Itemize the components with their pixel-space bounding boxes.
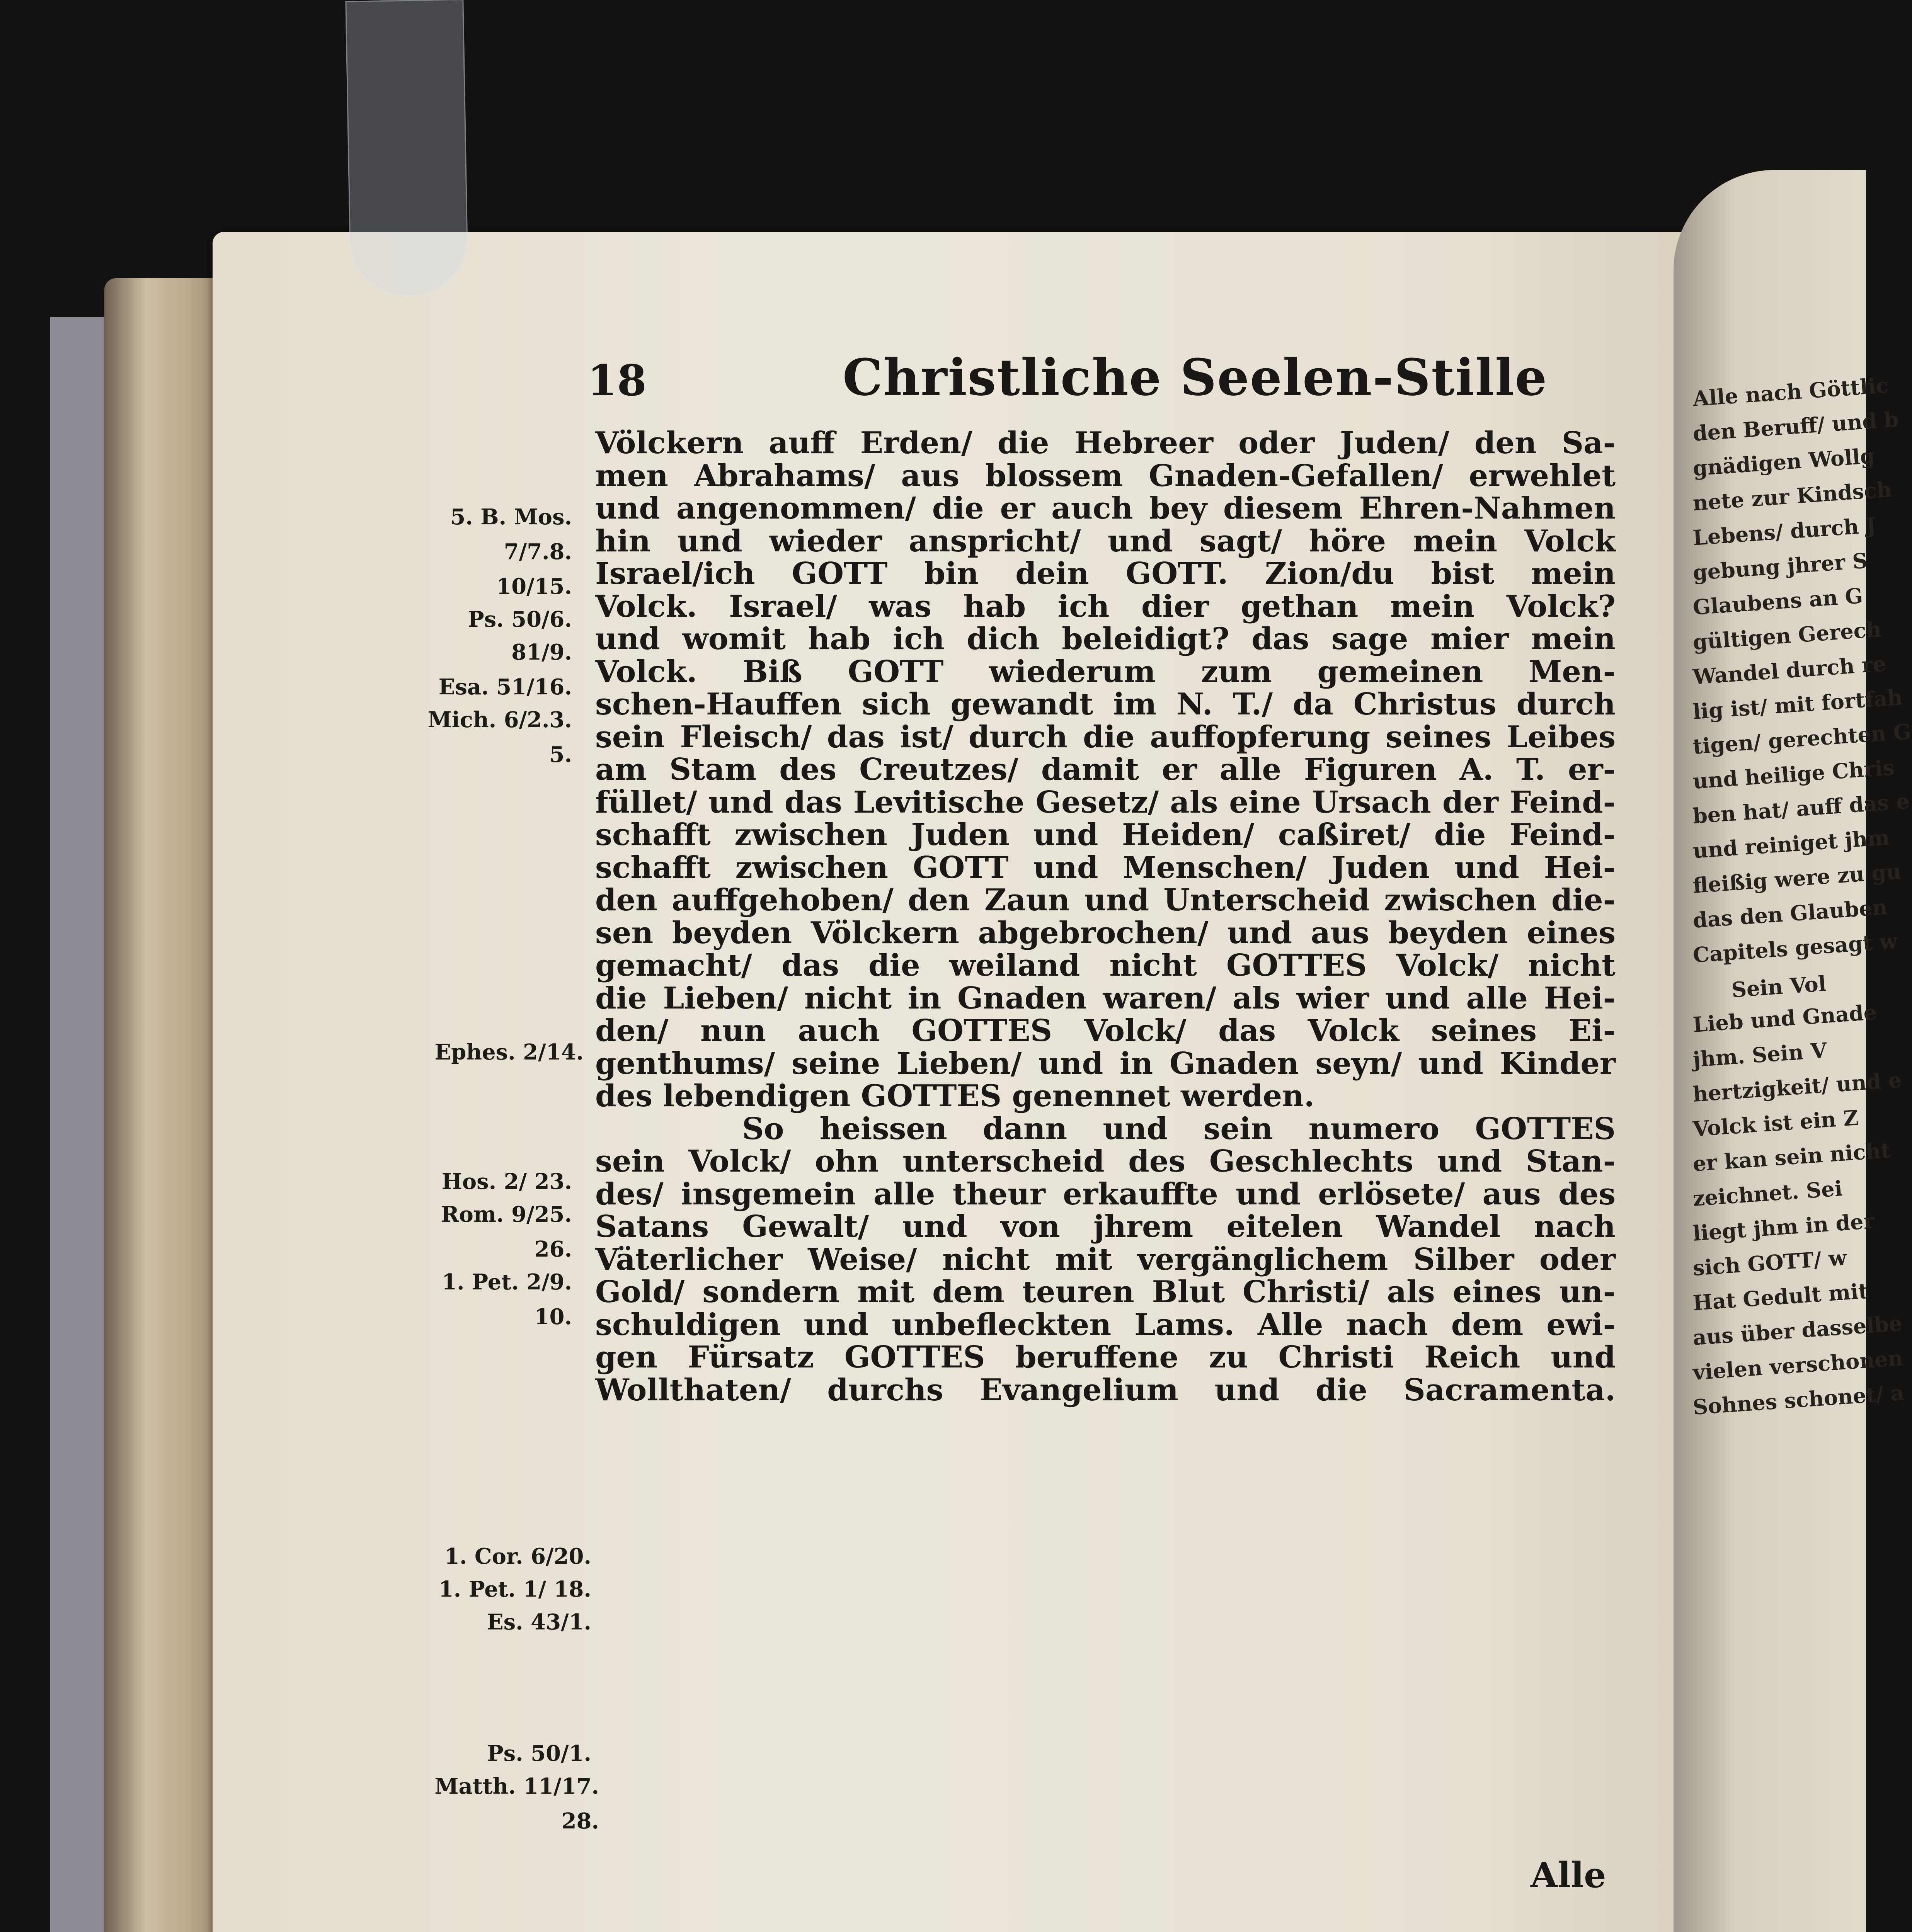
text-line: und womit hab ich dich beleidigt? das sage mier mein [595, 621, 1616, 656]
main-text-block [595, 427, 1616, 1406]
facing-page-line: vielen verschonen [1692, 1345, 1904, 1385]
margin-note: Ephes. 2/14. [434, 1039, 584, 1065]
text-line: des/ insgemein alle theur erkauffte und erlösete/ aus des [595, 1176, 1616, 1212]
margin-note: Matth. 11/17. [434, 1774, 599, 1799]
page-clip-top [345, 0, 468, 297]
text-line: hin und wieder anspricht/ und sagt/ höre mein Volck [595, 523, 1616, 559]
facing-page-line: lig ist/ mit fortfah [1692, 685, 1903, 724]
text-line: schafft zwischen Juden und Heiden/ caßiret/ die Feind- [595, 817, 1616, 852]
running-head: Christliche Seelen-Stille [843, 348, 1548, 407]
facing-page-line: den Beruff/ und b [1692, 406, 1900, 446]
facing-page-line: Hat Gedult mit [1692, 1278, 1869, 1315]
margin-note: 5. [549, 742, 572, 767]
text-line: Gold/ sondern mit dem teuren Blut Christi/ als eines un- [595, 1274, 1616, 1310]
text-line: den auffgehoben/ den Zaun und Unterscheid zwischen die- [595, 883, 1616, 918]
facing-page-line: das den Glauben [1692, 894, 1888, 933]
margin-note: Esa. 51/16. [438, 674, 572, 700]
margin-note: Hos. 2/ 23. [441, 1169, 572, 1194]
facing-page-line: er kan sein nicht [1692, 1138, 1892, 1176]
margin-note: 26. [534, 1236, 572, 1262]
facing-page-line: Wandel durch re [1692, 651, 1887, 689]
facing-page-line: Glaubens an G [1692, 583, 1864, 620]
facing-page-line: fleißig were zu gu [1692, 859, 1902, 898]
text-line: sen beyden Völckern abgebrochen/ und aus beyden eines [595, 915, 1616, 951]
text-line: gen Fürsatz GOTTES beruffene zu Christi Reich und [595, 1340, 1616, 1375]
text-line: schuldigen und unbefleckten Lams. Alle nach dem ewi- [595, 1307, 1616, 1342]
facing-page-line: nete zur Kindsch [1692, 477, 1893, 515]
text-line: gemacht/ das die weiland nicht GOTTES Volck/ nicht [595, 948, 1616, 983]
facing-page-line: Sohnes schonet/ a [1692, 1380, 1905, 1420]
facing-page-line: zeichnet. Sei [1692, 1176, 1843, 1211]
text-line: sein Fleisch/ das ist/ durch die auffopferung seines Leibes [595, 719, 1616, 755]
page-header [587, 348, 1631, 413]
facing-page-line: sich GOTT/ w [1692, 1245, 1847, 1281]
margin-note: 10/15. [496, 574, 572, 599]
text-line: Väterlicher Weise/ nicht mit vergänglichem Silber oder [595, 1242, 1616, 1277]
text-line: Wollthaten/ durchs Evangelium und die Sacramenta. [595, 1372, 1616, 1408]
margin-note: Mich. 6/2.3. [427, 707, 572, 733]
text-line: Völckern auff Erden/ die Hebreer oder Juden/ den Sa- [595, 425, 1616, 461]
facing-page-line: gebung jhrer S [1692, 548, 1868, 585]
text-line: des lebendigen GOTTES genennet werden. [595, 1078, 1314, 1114]
text-line: am Stam des Creutzes/ damit er alle Figuren A. T. er- [595, 752, 1616, 787]
margin-note: 7/7.8. [504, 539, 572, 565]
text-line: Volck. Israel/ was hab ich dier gethan mein Volck? [595, 588, 1616, 624]
text-line: füllet/ und das Levitische Gesetz/ als eine Ursach der Feind- [595, 784, 1616, 820]
text-line: schafft zwischen GOTT und Menschen/ Juden und Hei- [595, 850, 1616, 885]
facing-page-line: hertzigkeit/ und e [1692, 1067, 1903, 1107]
text-line: den/ nun auch GOTTES Volck/ das Volck seines Ei- [595, 1013, 1616, 1048]
catchword: Alle [1531, 1855, 1606, 1896]
text-line: und angenommen/ die er auch bey diesem Ehren-Nahmen [595, 491, 1616, 526]
facing-page-line: und heilige Chris [1692, 755, 1895, 794]
facing-page-line: ben hat/ auff das e [1692, 788, 1910, 828]
facing-page-line: Lieb und Gnade [1692, 999, 1878, 1037]
text-line: genthums/ seine Lieben/ und in Gnaden seyn/ und Kinder [595, 1046, 1616, 1081]
margin-note: Ps. 50/1. [487, 1741, 591, 1766]
page-number: 18 [587, 355, 647, 405]
text-line: Israel/ich GOTT bin dein GOTT. Zion/du bist mein [595, 556, 1616, 591]
text-line: die Lieben/ nicht in Gnaden waren/ als wier und alle Hei- [595, 980, 1616, 1016]
facing-page-line: liegt jhm in der [1692, 1208, 1875, 1246]
facing-page-line: und reiniget jhm [1692, 825, 1890, 863]
text-line: So heissen dann und sein numero GOTTES [742, 1111, 1616, 1146]
margin-note: 1. Pet. 2/9. [442, 1269, 572, 1295]
facing-page-line: gültigen Gerech [1692, 616, 1882, 655]
facing-page-line: Capitels gesagt w [1692, 929, 1898, 968]
text-line: men Abrahams/ aus blossem Gnaden-Gefallen/ erwehlet [595, 458, 1616, 493]
text-line: schen-Hauffen sich gewandt im N. T./ da Christus durch [595, 687, 1616, 722]
margin-note: 10. [534, 1304, 572, 1330]
facing-page-line: aus über dasselbe [1692, 1311, 1903, 1350]
facing-page-line: gnädigen Wollg [1692, 443, 1876, 481]
text-line: sein Volck/ ohn unterscheid des Geschlechts und Stan- [595, 1144, 1616, 1179]
text-line: Satans Gewalt/ und von jhrem eitelen Wandel nach [595, 1209, 1616, 1244]
facing-page-line: Alle nach Göttlic [1692, 372, 1890, 411]
margin-note: Es. 43/1. [487, 1609, 591, 1635]
facing-page-line: Sein Vol [1730, 971, 1827, 1002]
margin-note: Ps. 50/6. [468, 607, 572, 632]
facing-page-line: tigen/ gerechten G [1692, 719, 1912, 759]
text-line: Volck. Biß GOTT wiederum zum gemeinen Men- [595, 654, 1616, 689]
margin-note: Rom. 9/25. [441, 1202, 572, 1227]
facing-page-line: Lebens/ durch J [1692, 512, 1877, 550]
margin-note: 1. Pet. 1/ 18. [438, 1577, 591, 1602]
margin-note: 28. [561, 1808, 599, 1834]
margin-note: 1. Cor. 6/20. [444, 1544, 591, 1569]
margin-note: 81/9. [511, 639, 572, 665]
margin-note: 5. B. Mos. [450, 504, 572, 530]
facing-page-line: Volck ist ein Z [1692, 1105, 1859, 1141]
facing-page-line: jhm. Sein V [1692, 1037, 1828, 1072]
